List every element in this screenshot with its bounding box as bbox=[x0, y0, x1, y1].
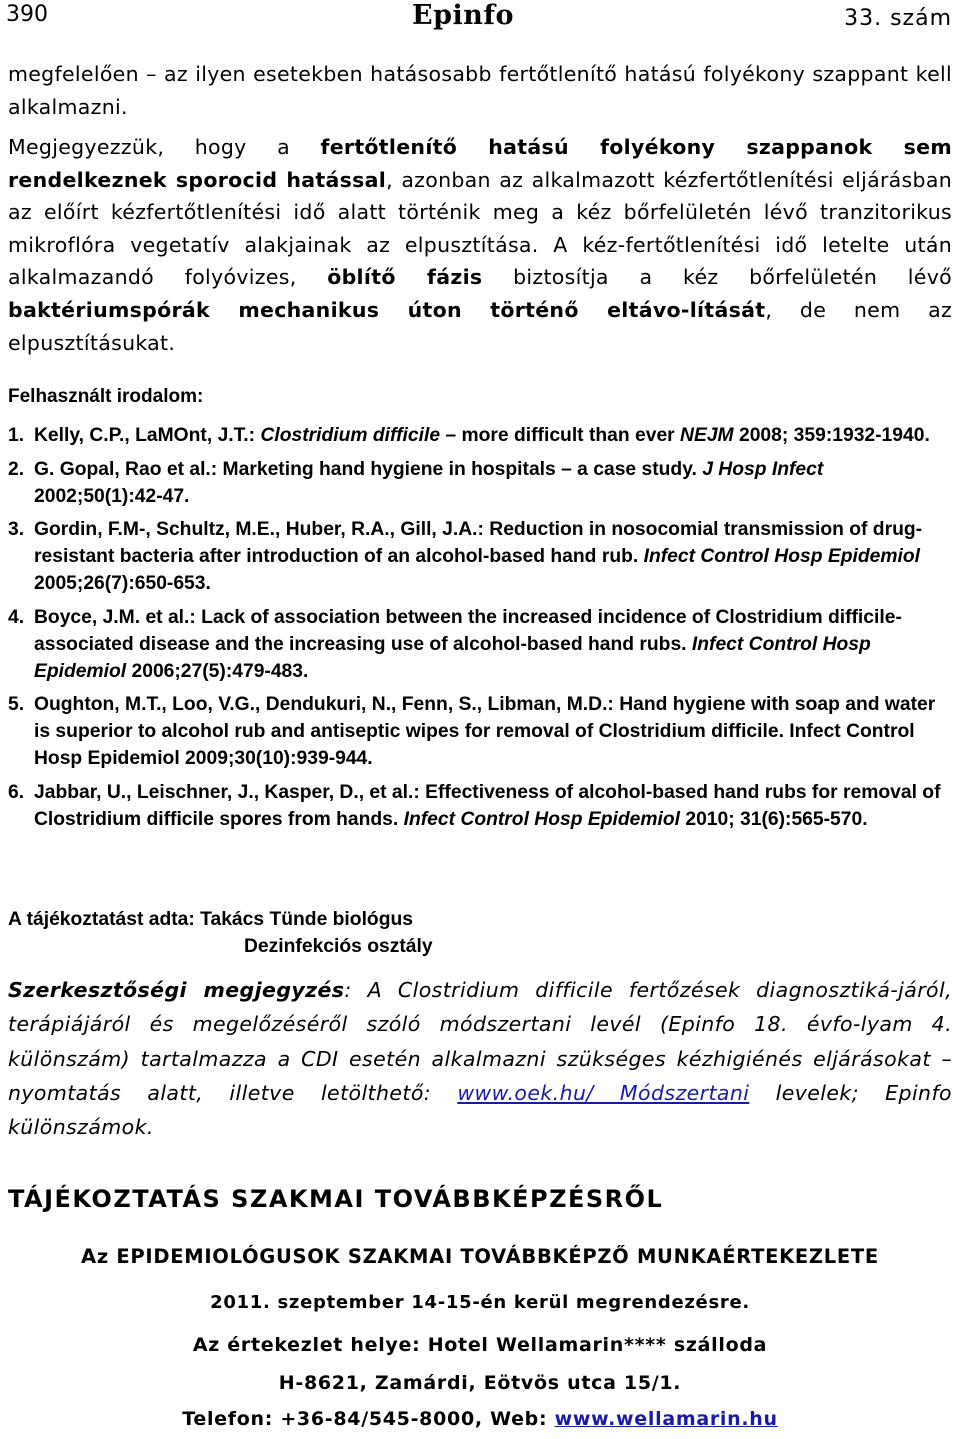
oek-link[interactable]: www.oek.hu/ Módszertani bbox=[457, 1080, 750, 1105]
reference-item bbox=[8, 422, 952, 449]
reference-text: – more difficult than ever bbox=[440, 425, 681, 446]
reference-text: Gordin, F.M-, Schultz, M.E., Huber, R.A., Gill, J.A.: Reduction in nosocomial transmission of drug-resistant bacteria after introduction of an alcohol-based hand rub. bbox=[34, 519, 923, 567]
reference-number: 2. bbox=[8, 458, 25, 480]
department-line: Dezinfekciós osztály bbox=[244, 936, 433, 957]
text-run: Megjegyezzük, hogy a bbox=[8, 135, 321, 159]
bold-run: fertőtlenítő hatású folyékony szappanok sem rendelkeznek sporocid hatással bbox=[8, 135, 952, 192]
informant-line: A tájékoztatást adta: Takács Tünde biológus bbox=[8, 909, 413, 930]
reference-number: 4. bbox=[8, 606, 25, 628]
reference-text: Kelly, C.P., LaMOnt, J.T.: bbox=[34, 425, 261, 446]
editor-note-text: : A Clostridium difficile fertőzések diagnosztiká-járól, terápiájáról és megelőzéséről szóló módszertani levél (Epinfo 18. évfo-lyam 4. különszám) tartalmazza a CDI esetén alkalmazni szükséges kézhigiénés eljárásokat – nyomtatás alatt, illetve letölthető: bbox=[8, 978, 953, 1105]
section-title: TÁJÉKOZTATÁS SZAKMAI TOVÁBBKÉPZÉSRŐL bbox=[8, 1185, 664, 1213]
reference-journal: Infect Control Hosp Epidemiol bbox=[34, 633, 871, 682]
reference-number: 6. bbox=[8, 781, 25, 803]
paragraph-note bbox=[8, 131, 952, 359]
contact-text: Telefon: +36-84/545-8000, Web: bbox=[182, 1408, 555, 1430]
reference-item bbox=[8, 779, 952, 833]
reference-journal: Infect Control Hosp Epidemiol bbox=[403, 808, 680, 830]
bold-run: öblítő fázis bbox=[327, 265, 483, 290]
reference-number: 5. bbox=[8, 694, 25, 715]
reference-text: Jabbar, U., Leischner, J., Kasper, D., et al.: Effectiveness of alcohol-based hand rubs for removal of Clostridium difficile spores from hands. bbox=[34, 781, 941, 830]
reference-citation: 2002;50(1):42-47. bbox=[34, 485, 190, 507]
editor-note bbox=[8, 973, 952, 1144]
journal-logo: Epinfo bbox=[412, 0, 514, 31]
editor-note-tail: levelek; Epinfo különszámok. bbox=[8, 1080, 952, 1140]
reference-journal: Infect Control Hosp Epidemiol bbox=[643, 546, 920, 567]
event-date: 2011. szeptember 14-15-én kerül megrendezésre. bbox=[210, 1292, 750, 1313]
reference-italic: Clostridium difficile bbox=[260, 425, 441, 446]
bold-run: baktériumspórák mechanikus úton történő eltávo-lítását bbox=[8, 297, 766, 322]
reference-number: 3. bbox=[8, 519, 25, 540]
reference-item bbox=[8, 456, 952, 510]
references-heading: Felhasznált irodalom: bbox=[8, 386, 204, 407]
event-address: H-8621, Zamárdi, Eötvös utca 15/1. bbox=[278, 1372, 682, 1394]
paragraph-intro: megfelelően – az ilyen esetekben hatásosabb fertőtlenítő hatású folyékony szappant kell alkalmazni. bbox=[8, 62, 952, 119]
event-venue: Az értekezlet helye: Hotel Wellamarin**** szálloda bbox=[192, 1334, 768, 1356]
wellamarin-link[interactable]: www.wellamarin.hu bbox=[554, 1408, 778, 1430]
reference-citation: 2006;27(5):479-483. bbox=[126, 660, 309, 682]
text-run: , de nem az elpusztításukat. bbox=[8, 297, 953, 355]
page-number: 390 bbox=[6, 2, 48, 27]
reference-citation: 2008; 359:1932-1940. bbox=[733, 425, 930, 446]
reference-citation: 2010; 31(6):565-570. bbox=[680, 808, 868, 830]
reference-journal: NEJM bbox=[680, 425, 734, 446]
reference-item bbox=[8, 691, 952, 772]
reference-text: G. Gopal, Rao et al.: Marketing hand hygiene in hospitals – a case study. bbox=[34, 458, 703, 480]
issue-number: 33. szám bbox=[844, 6, 952, 31]
reference-text: Boyce, J.M. et al.: Lack of association between the increased incidence of Clostridium difficile-associated disease and the increasing use of alcohol-based hand rubs. bbox=[34, 606, 902, 655]
reference-list bbox=[8, 422, 952, 839]
reference-journal: J Hosp Infect bbox=[702, 458, 824, 480]
page-header bbox=[0, 0, 960, 40]
reference-item bbox=[8, 604, 952, 685]
editor-note-label: Szerkesztőségi megjegyzés bbox=[8, 978, 345, 1002]
reference-citation: 2005;26(7):650-653. bbox=[34, 573, 211, 594]
reference-number: 1. bbox=[8, 425, 25, 446]
reference-item bbox=[8, 516, 952, 597]
event-contact bbox=[0, 1408, 960, 1430]
text-run: , azonban az alkalmazott kézfertőtlenítési eljárásban az előírt kézfertőtlenítési idő alatt történik meg a kéz bőrfelületén lévő tranzitorikus mikroflóra vegetatív alakjainak az elpusztítása. A kéz-fertőtlenítési idő letelte után alkalmazandó folyóvizes, bbox=[8, 167, 952, 290]
text-run: biztosítja a kéz bőrfelületén lévő bbox=[482, 265, 952, 290]
reference-text: Oughton, M.T., Loo, V.G., Dendukuri, N., Fenn, S., Libman, M.D.: Hand hygiene with soap and water is superior to alcohol rub and antiseptic wipes for removal of Clostridium difficile. Infect Control Hosp Epidemiol 2009;30(10):939-944. bbox=[34, 694, 936, 769]
event-title: Az EPIDEMIOLÓGUSOK SZAKMAI TOVÁBBKÉPZŐ MUNKAÉRTEKEZLETE bbox=[81, 1245, 879, 1268]
